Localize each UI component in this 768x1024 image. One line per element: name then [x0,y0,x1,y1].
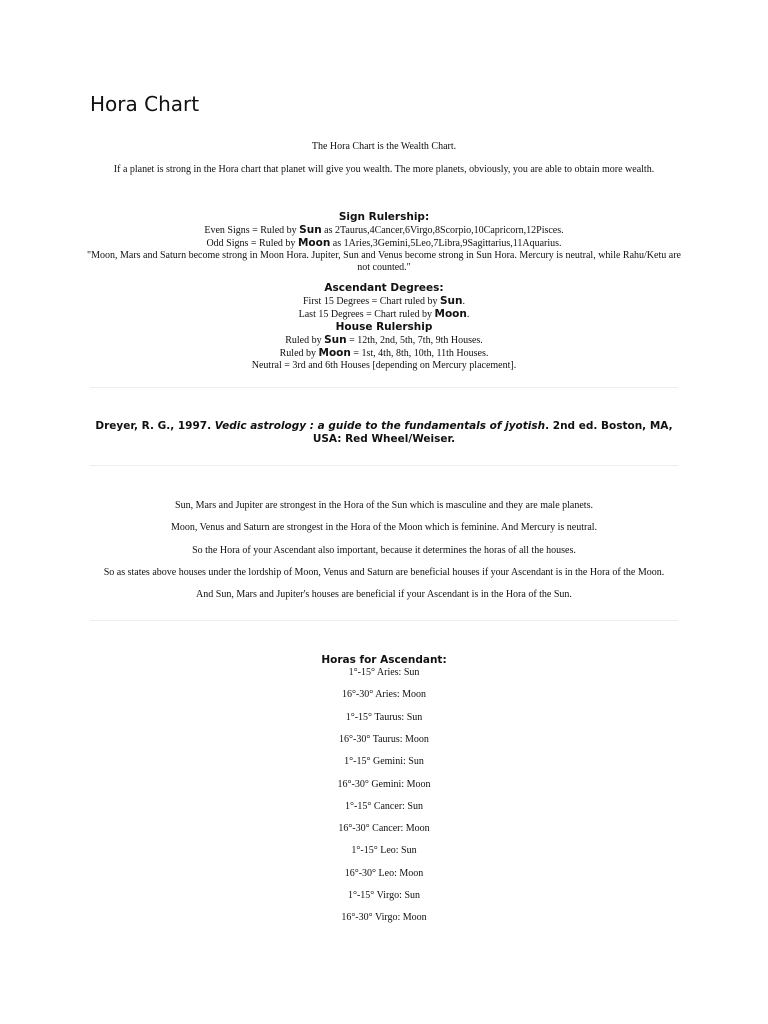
last-degrees-prefix: Last 15 Degrees = Chart ruled by [298,309,435,320]
intro-section-2 [90,164,678,176]
horas-section [90,654,678,944]
last-degrees-suffix: . [466,309,470,320]
odd-signs-planet: Moon [297,237,331,249]
hora-item: 1°-15° Taurus: Sun [345,712,423,723]
even-signs-prefix: Even Signs = Ruled by [204,225,300,236]
rulership-quote: "Moon, Mars and Saturn become strong in Moon Hora. Jupiter, Sun and Venus become strong in Sun Hora. Mercury is neutral, while Rahu/Ketu are not counted." [87,250,681,273]
hora-item: 16°-30° Cancer: Moon [338,823,430,834]
sign-rulership-heading: Sign Rulership: [338,211,430,223]
divider-1 [90,387,678,388]
sun-houses-planet: Sun [324,334,347,346]
reference-publication: . 2nd ed. Boston, MA, USA: Red Wheel/Weiser. [312,420,673,445]
horas-heading: Horas for Ascendant: [321,654,447,666]
sun-houses-prefix: Ruled by [285,335,325,346]
first-degrees-suffix: . [462,296,466,307]
intro-line-1: The Hora Chart is the Wealth Chart. [311,141,457,152]
note-item: Moon, Venus and Saturn are strongest in the Hora of the Moon which is feminine. And Mercury is neutral. [170,522,598,533]
reference-book-title: Vedic astrology : a guide to the fundamentals of jyotish [214,420,546,432]
sun-houses-list: = 12th, 2nd, 5th, 7th, 9th Houses. [346,335,483,346]
reference-citation [90,420,678,446]
hora-item: 16°-30° Gemini: Moon [337,779,431,790]
reference-author: Dreyer, R. G., 1997. [95,420,215,432]
hora-item: 1°-15° Gemini: Sun [344,756,424,767]
moon-houses-planet: Moon [318,347,351,359]
even-signs-planet: Sun [299,224,322,236]
divider-3 [90,620,678,621]
note-item: So the Hora of your Ascendant also important, because it determines the horas of all the houses. [192,545,576,556]
note-item: So as states above houses under the lordship of Moon, Venus and Saturn are beneficial houses if your Ascendant is in the Hora of the Moon. [103,567,665,578]
even-signs-line [90,224,678,237]
intro-line-2: If a planet is strong in the Hora chart that planet will give you wealth. The more planets, obviously, you are able to obtain more wealth. [113,164,655,175]
hora-item: 16°-30° Aries: Moon [341,689,427,700]
first-degrees-line [90,295,678,308]
note-item: Sun, Mars and Jupiter are strongest in the Hora of the Sun which is masculine and they are male planets. [175,500,593,511]
odd-signs-line [90,237,678,250]
neutral-houses-line: Neutral = 3rd and 6th Houses [depending on Mercury placement]. [251,360,517,371]
sign-rulership-section [87,211,681,274]
ascendant-degrees-section [90,282,678,372]
even-signs-list: as 2Taurus,4Cancer,6Virgo,8Scorpio,10Capricorn,12Pisces. [321,225,564,236]
odd-signs-prefix: Odd Signs = Ruled by [206,238,298,249]
moon-houses-prefix: Ruled by [279,348,319,359]
hora-item: 16°-30° Taurus: Moon [339,734,429,745]
hora-item: 1°-15° Virgo: Sun [347,890,421,901]
hora-item: 1°-15° Cancer: Sun [345,801,423,812]
divider-2 [90,465,678,466]
hora-item: 16°-30° Virgo: Moon [341,912,427,923]
ascendant-degrees-heading: Ascendant Degrees: [324,282,444,294]
intro-section [90,141,678,153]
hora-item: 1°-15° Leo: Sun [351,845,417,856]
first-degrees-planet: Sun [440,295,463,307]
sun-houses-line [90,334,678,347]
last-degrees-planet: Moon [434,308,467,320]
house-rulership-heading: House Rulership [335,321,433,333]
odd-signs-list: as 1Aries,3Gemini,5Leo,7Libra,9Sagittarius,11Aquarius. [330,238,562,249]
first-degrees-prefix: First 15 Degrees = Chart ruled by [302,296,440,307]
moon-houses-list: = 1st, 4th, 8th, 10th, 11th Houses. [350,348,489,359]
hora-item: 16°-30° Leo: Moon [344,868,424,879]
last-degrees-line [90,308,678,321]
note-item: And Sun, Mars and Jupiter's houses are beneficial if your Ascendant is in the Hora of the Sun. [196,589,572,600]
moon-houses-line [90,347,678,360]
hora-item: 1°-15° Aries: Sun [348,667,420,678]
page-title: Hora Chart [90,92,200,116]
